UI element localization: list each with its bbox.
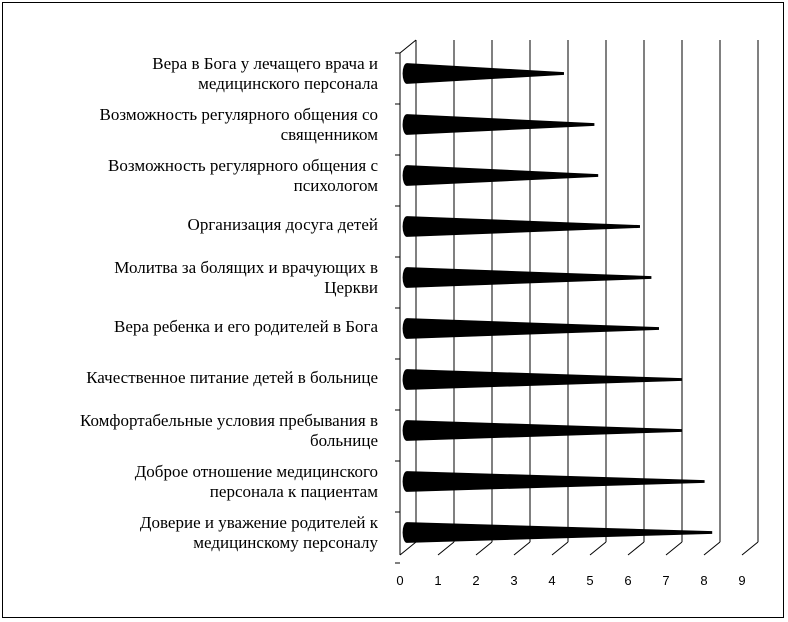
category-label-line: священником	[280, 124, 378, 144]
x-tick-label-5: 5	[586, 573, 594, 588]
floor-line-8	[704, 542, 720, 555]
floor-line-7	[666, 542, 682, 555]
bar-4	[403, 268, 651, 288]
bar-6	[403, 370, 681, 390]
category-label-line: Молитва за болящих и врачующих в	[114, 257, 378, 277]
bar-9	[403, 523, 712, 543]
category-label-line: Организация досуга детей	[187, 214, 378, 234]
x-tick-label-2: 2	[472, 573, 480, 588]
category-label-line: больнице	[310, 430, 378, 450]
category-label-line: психологом	[293, 175, 378, 195]
x-tick-label-9: 9	[738, 573, 746, 588]
bars	[403, 64, 712, 543]
x-tick-label-6: 6	[624, 573, 632, 588]
floor-line-4	[552, 542, 568, 555]
y-axis-top-edge	[400, 40, 416, 53]
bar-3	[403, 217, 640, 237]
category-label-line: медицинского персонала	[198, 73, 378, 93]
category-label-line: Доброе отношение медицинского	[134, 461, 378, 481]
floor-line-1	[438, 542, 454, 555]
category-label-line: Комфортабельные условия пребывания в	[80, 410, 378, 430]
category-label-line: персонала к пациентам	[209, 481, 378, 501]
floor-line-0	[400, 542, 416, 555]
x-tick-label-0: 0	[396, 573, 404, 588]
bar-5	[403, 319, 659, 339]
bar-8	[403, 472, 704, 492]
bar-1	[403, 115, 594, 135]
floor-line-6	[628, 542, 644, 555]
category-label-line: Возможность регулярного общения с	[108, 155, 378, 175]
floor-line-9	[742, 542, 758, 555]
x-tick-labels	[396, 573, 745, 588]
x-tick-label-3: 3	[510, 573, 518, 588]
category-label-line: Доверие и уважение родителей к	[139, 512, 378, 532]
floor-line-3	[514, 542, 530, 555]
bar-2	[403, 166, 598, 186]
bar-0	[403, 64, 564, 84]
category-label-line: Качественное питание детей в больнице	[86, 367, 378, 387]
x-tick-label-1: 1	[434, 573, 442, 588]
category-label-line: Вера ребенка и его родителей в Бога	[114, 316, 378, 336]
bar-7	[403, 421, 681, 441]
category-label-line: медицинскому персоналу	[193, 532, 378, 552]
category-label-line: Церкви	[324, 277, 378, 297]
x-tick-label-4: 4	[548, 573, 556, 588]
x-tick-label-7: 7	[662, 573, 670, 588]
floor-line-5	[590, 542, 606, 555]
x-tick-label-8: 8	[700, 573, 708, 588]
category-label-line: Вера в Бога у лечащего врача и	[152, 53, 378, 73]
floor-line-2	[476, 542, 492, 555]
category-label-line: Возможность регулярного общения со	[99, 104, 378, 124]
